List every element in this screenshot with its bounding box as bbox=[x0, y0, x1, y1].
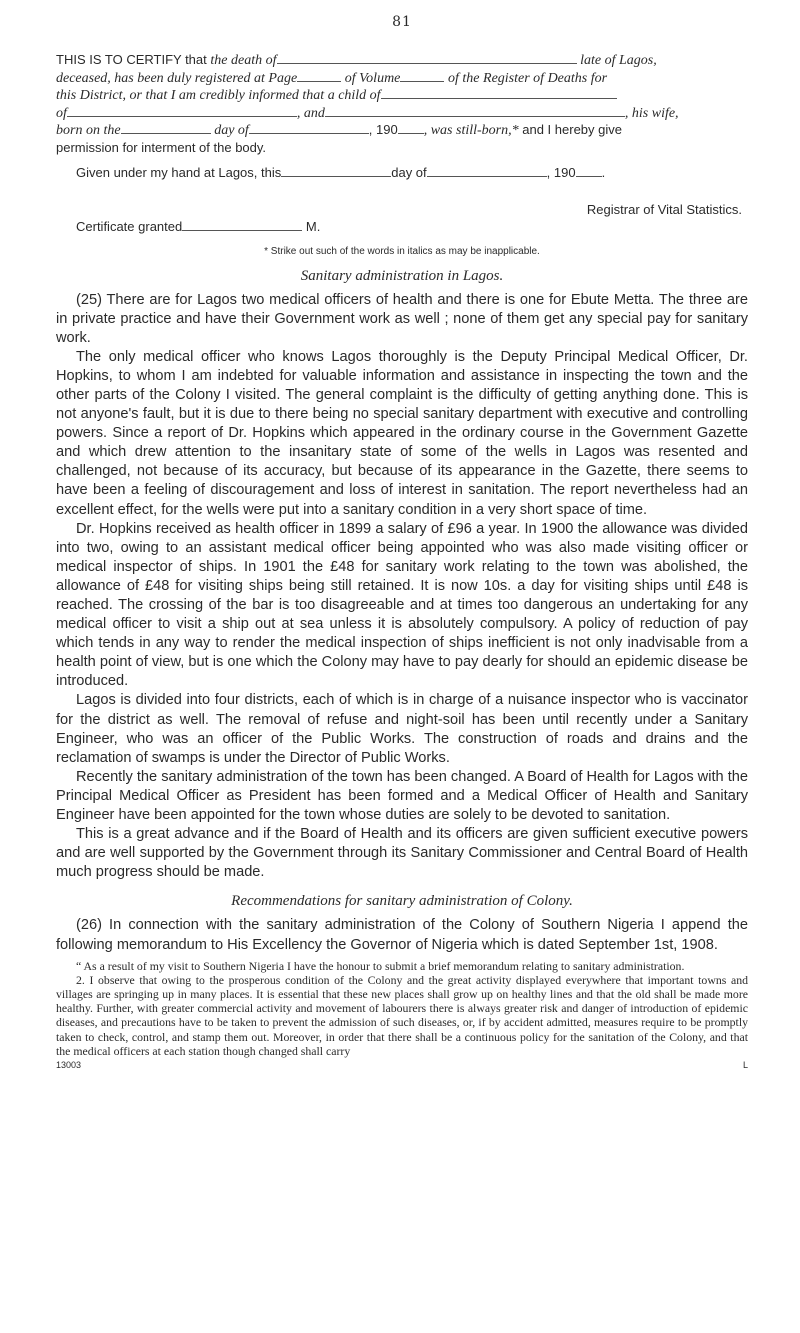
form-line-4: of , and , his wife, bbox=[56, 105, 679, 121]
page-number: 81 bbox=[392, 14, 412, 30]
form-blank bbox=[427, 166, 547, 177]
form-blank bbox=[398, 123, 424, 134]
paragraph: (25) There are for Lagos two medical officers of health and there is one for Ebute Metta. The three are in private practice and have their Government work as well ; none of them get any special pay for sanitary work. bbox=[56, 291, 748, 346]
memo-paragraph: 2. I observe that owing to the prosperous condition of the Colony and the great activity displayed everywhere that important towns and villages are springing up in many places. It is essential that these new places shall grow up on healthy lines and that the old shall be made more healthy. Further, with greater commercial activity and movement of labourers there is always greater risk and danger of introduction of epidemic diseases, and precautions have to be taken to prevent the admission of such diseases, or, if by accident admitted, measures require to be promptly taken to check, control, and stamp them out. Moreover, in order that there shall be a continuous policy for the sanitation of the Colony, and that the medical officers at each station though changed shall carry bbox=[56, 972, 748, 1058]
form-blank bbox=[67, 106, 297, 117]
form-blank bbox=[381, 88, 617, 99]
paragraph: Dr. Hopkins received as health officer in 1899 a salary of £96 a year. In 1900 the allowance was divided into two, owing to an assistant medical officer being appointed who was also made visiting officer or medical inspector of ships. In 1901 the £48 for sanitary work relating to the town was abolished, the allowance of £48 for visiting ships being still retained. It is now 10s. a day for visiting ships until £48 is reached. The crossing of the bar is too disagreeable and at times too dangerous an undertaking for any medical officer to visit a ship out at sea unless it is absolutely compulsory. A policy of reduction of pay which tends in any way to render the medical inspection of ships inefficient is not only inadvisable from a health point of view, but is one which the Colony may have to pay dearly for should an epidemic disease be introduced. bbox=[56, 520, 748, 690]
form-line-2: deceased, has been duly registered at Page of Volume of the Register of Deaths for bbox=[56, 70, 608, 86]
form-blank bbox=[281, 166, 391, 177]
print-code: 13003 bbox=[56, 1060, 82, 1071]
footnote: * Strike out such of the words in italics as may be inapplicable. bbox=[264, 245, 540, 257]
form-blank bbox=[121, 123, 211, 134]
paragraph: This is a great advance and if the Board of Health and its officers are given sufficient executive powers and are well supported by the Government through its Sanitary Commissioner and Central Board of Health much progress should be made. bbox=[56, 826, 748, 881]
paragraph: Lagos is divided into four districts, each of which is in charge of a nuisance inspector who is vaccinator for the district as well. The removal of refuse and night-soil has been until recently under a Sanitary Engineer, who was an officer of the Public Works. The construction of roads and drains and the reclamation of swamps is under the Director of Public Works. bbox=[56, 692, 748, 766]
form-blank bbox=[182, 220, 302, 231]
page-footer bbox=[56, 1060, 748, 1070]
section-heading-sanitary-lagos: Sanitary administration in Lagos. bbox=[300, 267, 504, 284]
form-blank bbox=[297, 71, 341, 82]
memorandum-text bbox=[56, 959, 748, 1058]
paragraph: (26) In connection with the sanitary administration of the Colony of Southern Nigeria I append the following memorandum to His Excellency the Governor of Nigeria which is dated September 1st, 1908. bbox=[56, 917, 748, 953]
form-blank bbox=[249, 123, 369, 134]
form-given-line: Given under my hand at Lagos, this day of , 190 . bbox=[76, 165, 606, 180]
form-blank bbox=[400, 71, 444, 82]
form-line-5: born on the day of , 190 , was still-born,* and I hereby give bbox=[56, 122, 622, 138]
certificate-granted-line: Certificate granted M. bbox=[76, 218, 321, 234]
memo-paragraph: “ As a result of my visit to Southern Nigeria I have the honour to submit a brief memorandum relating to sanitary administration. bbox=[76, 958, 685, 973]
paragraph: The only medical officer who knows Lagos thoroughly is the Deputy Principal Medical Officer, Dr. Hopkins, to whom I am indebted for valuable information and assistance in inspecting the town and the other parts of the Colony I visited. The general complaint is the difficulty of getting anything done. This is not anyone's fault, but it is due to there being no special sanitary department with executive and controlling powers. Since a report of Dr. Hopkins which appeared in the ordinary course in the Government Gazette and which drew attention to the insanitary state of some of the wells in Lagos was resented and challenged, not because of its accuracy, but because of its appearance in the Gazette, there seems to have been a feeling of discouragement and loss of interest in sanitation. The report nevertheless had an excellent effect, for the wells were put into a sanitary condition in a very short space of time. bbox=[56, 348, 748, 518]
form-line-6: permission for interment of the body. bbox=[56, 139, 267, 155]
signature-mark: L bbox=[742, 1060, 748, 1071]
section-body-lagos bbox=[56, 291, 748, 883]
paragraph: Recently the sanitary administration of the town has been changed. A Board of Health for Lagos with the Principal Medical Officer as President has been formed and a Medical Officer of Health and Sanitary Engineer have been appointed for the town whose duties are solely to be devoted to sanitation. bbox=[56, 768, 748, 824]
registrar-title: Registrar of Vital Statistics. bbox=[586, 201, 742, 217]
section-heading-recommendations: Recommendations for sanitary administration of Colony. bbox=[231, 893, 573, 910]
section-body-recommendations bbox=[56, 916, 748, 954]
form-blank bbox=[325, 106, 625, 117]
death-certificate-form bbox=[56, 52, 748, 182]
form-line-3: this District, or that I am credibly informed that a child of bbox=[56, 87, 748, 105]
form-line-1: THIS IS TO CERTIFY that the death of late of Lagos, bbox=[56, 52, 657, 68]
form-blank bbox=[277, 53, 577, 64]
form-blank bbox=[576, 166, 602, 177]
